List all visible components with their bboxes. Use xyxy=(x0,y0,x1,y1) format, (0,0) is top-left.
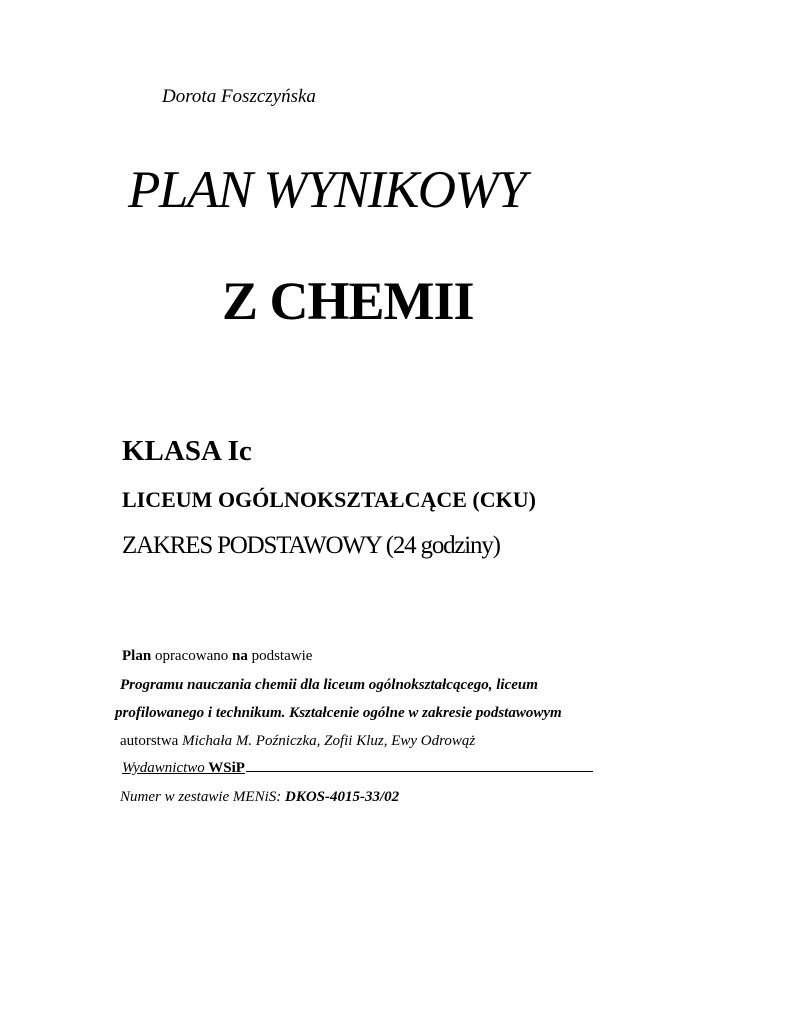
publisher-name: WSiP xyxy=(204,760,245,776)
authors-prefix: autorstwa xyxy=(120,733,183,749)
program-authors xyxy=(120,733,475,750)
basis-intro xyxy=(122,648,312,665)
school-heading: LICEUM OGÓLNOKSZTAŁCĄCE (CKU) xyxy=(122,487,536,512)
publisher-label: Wydawnictwo xyxy=(122,760,205,776)
title-z-chemii: Z CHEMII xyxy=(222,271,474,331)
plan-word: Plan xyxy=(122,648,152,664)
program-title-line1: Programu nauczania chemii dla liceum ogólnokształcącego, liceum xyxy=(120,677,538,693)
underline-rule xyxy=(246,770,593,772)
program-title-line2: profilowanego i technikum. Kształcenie ogólne w zakresie podstawowym xyxy=(115,705,562,721)
author-name: Dorota Foszczyńska xyxy=(162,86,316,107)
na-word: na xyxy=(232,648,248,664)
authors-names: Michała M. Poźniczka, Zofii Kluz, Ewy Odrowąż xyxy=(182,733,476,749)
scope-heading: ZAKRES PODSTAWOWY (24 godziny) xyxy=(122,532,500,559)
number-value: DKOS-4015-33/02 xyxy=(285,789,400,805)
publisher-line xyxy=(122,760,593,777)
podstawie-text: podstawie xyxy=(247,648,313,664)
opracowano-text: opracowano xyxy=(151,648,232,664)
title-plan-wynikowy: PLAN WYNIKOWY xyxy=(128,161,526,219)
catalog-number-line xyxy=(120,789,399,806)
class-heading: KLASA Ic xyxy=(122,435,252,467)
number-label: Numer w zestawie MENiS: xyxy=(120,789,285,805)
